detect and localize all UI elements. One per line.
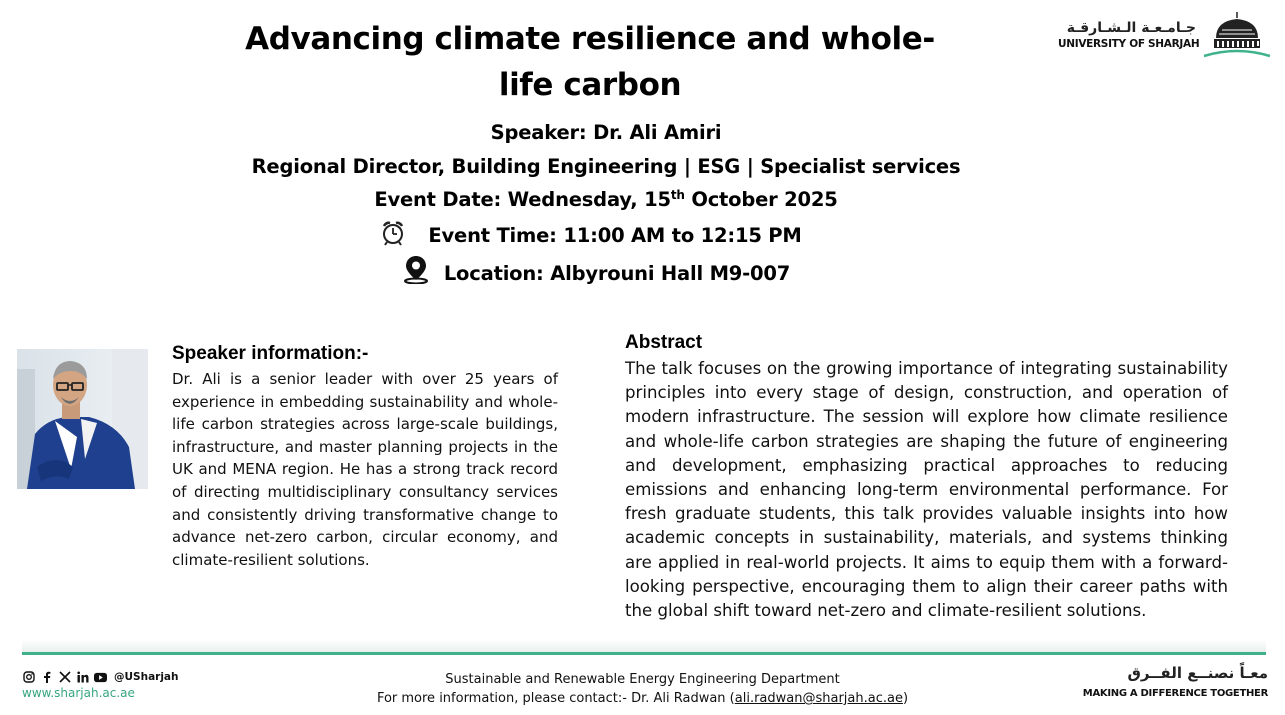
event-date-prefix: Event Date: Wednesday, 15: [374, 188, 671, 211]
event-time-text: Event Time: 11:00 AM to 12:15 PM: [428, 224, 802, 247]
social-handle[interactable]: @USharjah: [114, 671, 179, 683]
event-title: Advancing climate resilience and whole-life carbon: [245, 21, 935, 103]
contact-prefix: For more information, please contact:- Dr. Ali Radwan (: [376, 691, 735, 706]
event-date-rest: October 2025: [684, 188, 838, 211]
speaker-info-body: Dr. Ali is a senior leader with over 25 years of experience in embedding sustainability and whole-life carbon strategies across large-scale buildings, infrastructure, and master planning projects in the UK and MENA region. He has a strong track record of directing multidisciplinary consultancy services and consistently driving transformative change to advance net-zero carbon, circular economy, and climate-resilient solutions.: [172, 370, 558, 569]
university-name-english: UNIVERSITY OF SHARJAH: [1058, 38, 1200, 50]
tagline-arabic: معـاً نصنــع الفــرق: [1127, 664, 1268, 682]
location-text: Location: Albyrouni Hall M9-007: [443, 262, 791, 285]
contact-suffix: ): [902, 691, 909, 706]
university-dome-emblem: [1202, 12, 1272, 60]
event-date-line: [200, 187, 1012, 213]
event-time-line: [200, 220, 1012, 253]
website-link[interactable]: www.sharjah.ac.ae: [22, 686, 135, 700]
x-icon[interactable]: [58, 671, 71, 684]
department-name: Sustainable and Renewable Energy Engineering Department: [445, 672, 840, 687]
instagram-icon[interactable]: [22, 671, 35, 684]
event-date-ordinal: th: [670, 188, 685, 202]
speaker-line: Speaker: Dr. Ali Amiri: [490, 121, 722, 144]
alarm-clock-icon: [380, 220, 406, 253]
speaker-info-heading: Speaker information:-: [172, 343, 369, 364]
social-links: [22, 670, 179, 684]
facebook-icon[interactable]: [40, 671, 53, 684]
footer-shadow: [22, 640, 1266, 652]
contact-email-link[interactable]: ali.radwan@sharjah.ac.ae: [734, 691, 903, 706]
contact-line: [330, 689, 955, 709]
speaker-photo: [17, 349, 148, 489]
footer-divider: [22, 652, 1266, 655]
youtube-icon[interactable]: [94, 671, 107, 684]
location-pin-icon: [402, 254, 430, 291]
speaker-role-line: Regional Director, Building Engineering | ESG | Specialist services: [251, 155, 961, 178]
abstract-heading: Abstract: [625, 332, 703, 353]
linkedin-icon[interactable]: [76, 671, 89, 684]
university-logo: [1058, 12, 1273, 62]
tagline-english: MAKING A DIFFERENCE TOGETHER: [1082, 688, 1268, 699]
abstract-body: The talk focuses on the growing importance of integrating sustainability principles into every stage of design, construction, and operation of modern infrastructure. The session will explore how climate resilience and whole-life carbon strategies are shaping the future of engineering and development, emphasizing practical approaches to reducing emissions and enhancing long-term environmental performance. For fresh graduate students, this talk provides valuable insights into how academic concepts in sustainability, materials, and systems thinking are applied in real-world projects. It aims to equip them with a forward-looking perspective, encouraging them to align their career paths with the global shift toward net-zero and climate-resilient solutions.: [625, 359, 1228, 621]
university-name-arabic: جـامـعـة الـشـارقـة: [1066, 20, 1196, 36]
location-line: [200, 254, 1012, 291]
